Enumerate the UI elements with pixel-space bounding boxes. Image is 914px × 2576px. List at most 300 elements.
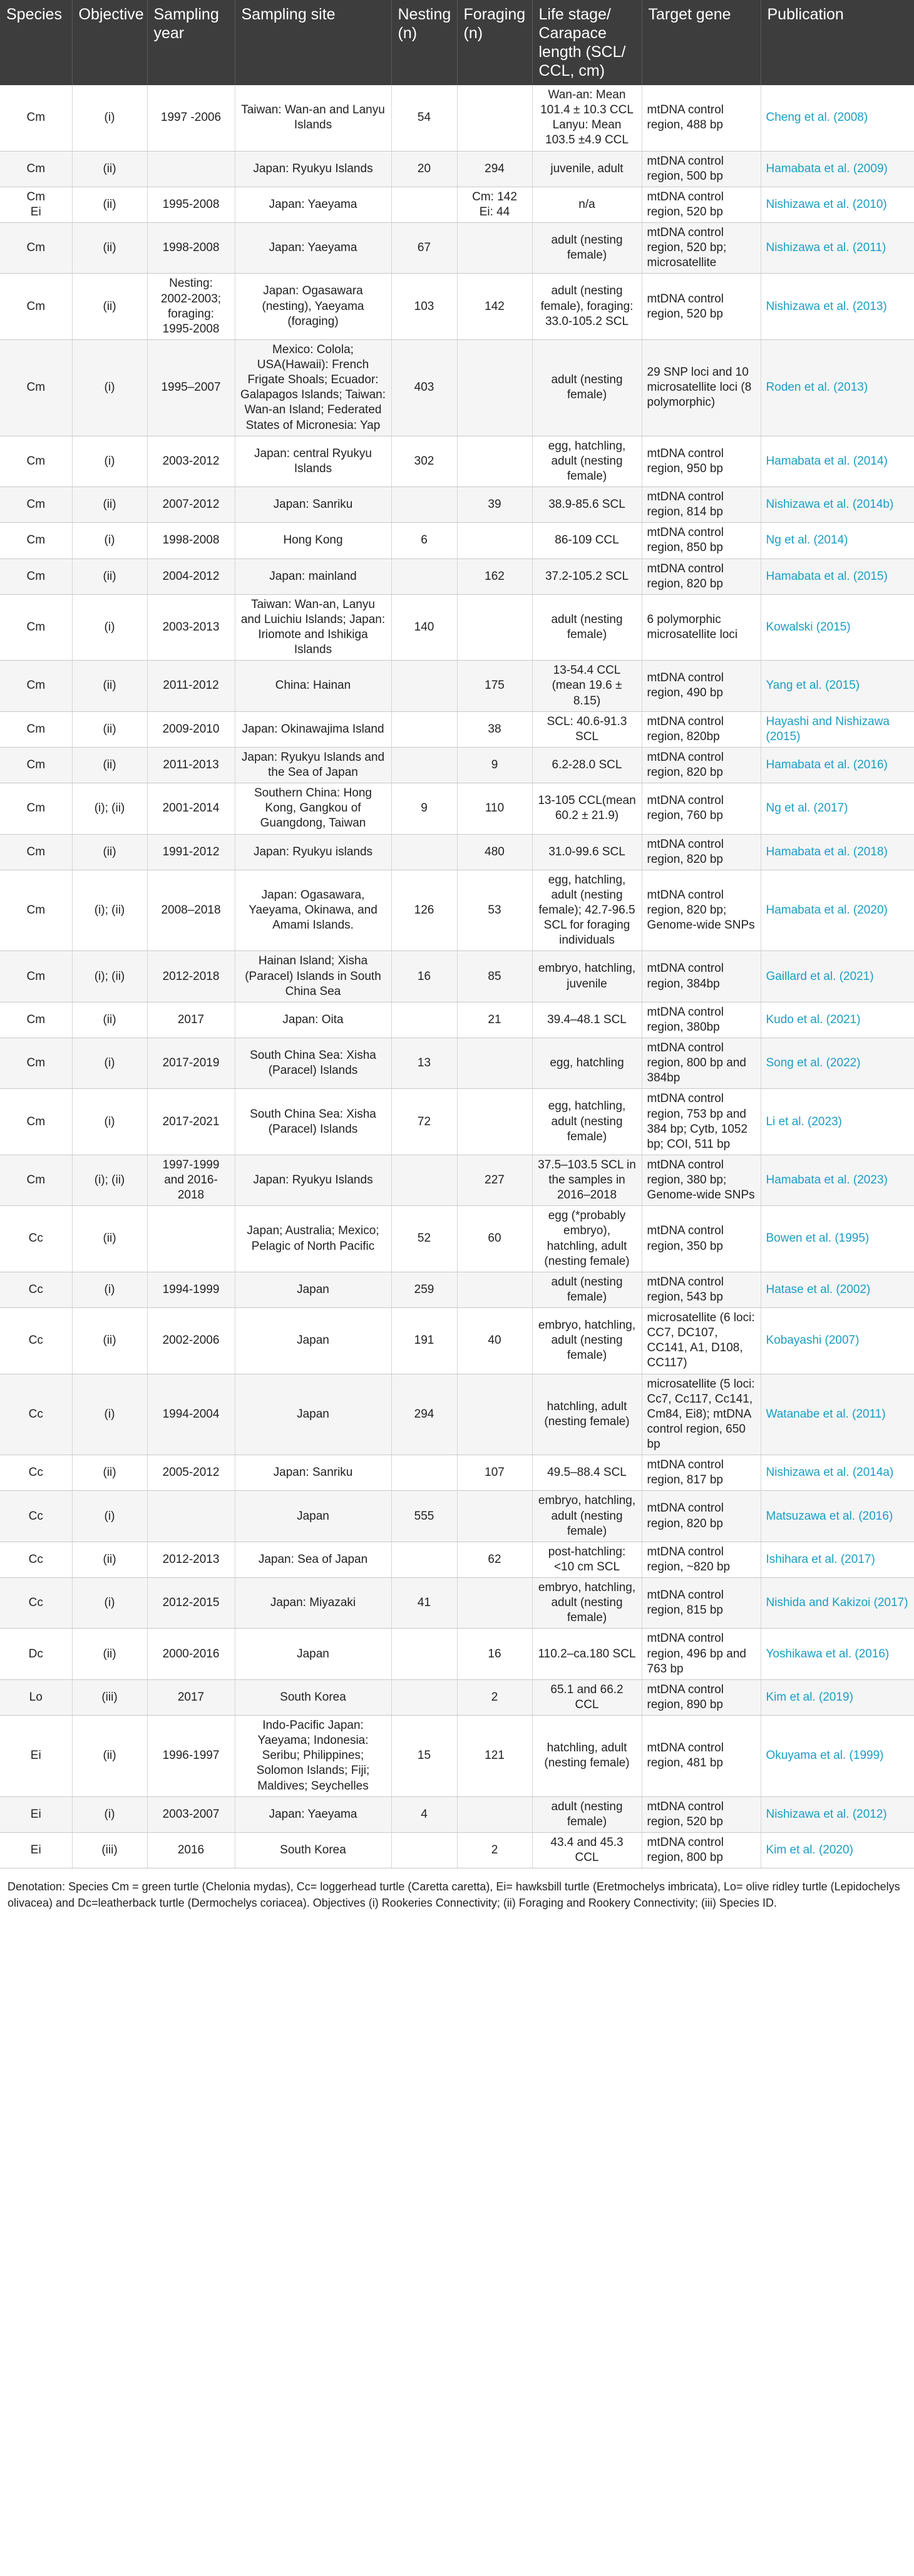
cell-target-gene: mtDNA control region, 490 bp <box>642 661 761 711</box>
cell-nesting: 403 <box>391 339 457 436</box>
cell-target-gene: mtDNA control region, 350 bp <box>642 1206 761 1272</box>
cell-species: Cm <box>0 951 72 1002</box>
cell-nesting: 67 <box>391 223 457 274</box>
cell-publication <box>761 223 914 274</box>
cell-nesting: 140 <box>391 594 457 661</box>
publication-link[interactable]: Hatase et al. (2002) <box>766 1282 871 1296</box>
cell-sampling-site: Japan <box>235 1272 391 1307</box>
cell-sampling-year: 1991-2012 <box>147 834 235 870</box>
cell-target-gene: mtDNA control region, 520 bp <box>642 187 761 222</box>
cell-objective: (i) <box>72 1272 147 1307</box>
cell-publication <box>761 1716 914 1797</box>
cell-species: Cm <box>0 783 72 834</box>
publication-link[interactable]: Kudo et al. (2021) <box>766 1012 861 1026</box>
cell-life-stage: hatchling, adult (nesting female) <box>532 1374 642 1455</box>
cell-objective: (i) <box>72 85 147 151</box>
publication-link[interactable]: Ng et al. (2017) <box>766 801 848 815</box>
publication-link[interactable]: Li et al. (2023) <box>766 1115 842 1128</box>
cell-objective: (ii) <box>72 187 147 222</box>
cell-foraging: 60 <box>457 1206 532 1272</box>
table-row <box>0 1578 914 1629</box>
cell-sampling-year <box>147 151 235 187</box>
cell-sampling-site: Japan: Ryukyu Islands <box>235 1155 391 1205</box>
cell-species: Cm <box>0 1089 72 1155</box>
cell-publication <box>761 1455 914 1491</box>
cell-sampling-year: 2012-2015 <box>147 1578 235 1629</box>
cell-objective: (ii) <box>72 274 147 340</box>
cell-publication <box>761 523 914 559</box>
cell-life-stage: 39.4–48.1 SCL <box>532 1002 642 1038</box>
table-row <box>0 85 914 151</box>
cell-nesting: 54 <box>391 85 457 151</box>
cell-nesting <box>391 661 457 711</box>
cell-foraging <box>457 339 532 436</box>
cell-sampling-site: Japan: Oita <box>235 1002 391 1038</box>
table-row <box>0 187 914 222</box>
cell-objective: (ii) <box>72 711 147 747</box>
cell-target-gene: mtDNA control region, 815 bp <box>642 1578 761 1629</box>
cell-target-gene: mtDNA control region, 820 bp <box>642 1491 761 1542</box>
header-publication: Publication <box>761 0 914 85</box>
cell-publication <box>761 1578 914 1629</box>
cell-sampling-year: 1998-2008 <box>147 223 235 274</box>
cell-life-stage: 86-109 CCL <box>532 523 642 559</box>
cell-publication <box>761 1038 914 1089</box>
cell-sampling-year: 2005-2012 <box>147 1455 235 1491</box>
cell-target-gene: mtDNA control region, 543 bp <box>642 1272 761 1307</box>
cell-target-gene: mtDNA control region, 753 bp and 384 bp; Cytb, 1052 bp; COI, 511 bp <box>642 1089 761 1155</box>
publication-link[interactable]: Nishizawa et al. (2013) <box>766 299 887 313</box>
cell-life-stage: 49.5–88.4 SCL <box>532 1455 642 1491</box>
cell-sampling-site: Japan <box>235 1629 391 1679</box>
cell-objective: (i); (ii) <box>72 951 147 1002</box>
cell-species: Cm <box>0 339 72 436</box>
cell-sampling-site: Japan <box>235 1491 391 1542</box>
cell-foraging <box>457 1089 532 1155</box>
cell-nesting: 41 <box>391 1578 457 1629</box>
cell-sampling-site: Japan: mainland <box>235 559 391 594</box>
cell-sampling-year: 1997-1999 and 2016-2018 <box>147 1155 235 1205</box>
publication-link[interactable]: Hamabata et al. (2023) <box>766 1173 888 1187</box>
cell-target-gene: mtDNA control region, 850 bp <box>642 523 761 559</box>
cell-sampling-year: 2017 <box>147 1002 235 1038</box>
cell-publication <box>761 339 914 436</box>
cell-foraging: 142 <box>457 274 532 340</box>
header-sampling-year: Sampling year <box>147 0 235 85</box>
cell-objective: (ii) <box>72 747 147 783</box>
table-row <box>0 783 914 834</box>
cell-target-gene: mtDNA control region, 520 bp <box>642 1796 761 1832</box>
cell-publication <box>761 274 914 340</box>
publication-link[interactable]: Bowen et al. (1995) <box>766 1232 870 1245</box>
publication-link[interactable]: Matsuzawa et al. (2016) <box>766 1509 893 1523</box>
cell-publication <box>761 559 914 594</box>
publication-link[interactable]: Nishida and Kakizoi (2017) <box>766 1596 908 1610</box>
publication-link[interactable]: Gaillard et al. (2021) <box>766 969 874 983</box>
publication-link[interactable]: Kim et al. (2019) <box>766 1690 853 1704</box>
table-row <box>0 661 914 711</box>
publication-link[interactable]: Roden et al. (2013) <box>766 381 868 394</box>
publication-link[interactable]: Hamabata et al. (2009) <box>766 162 888 175</box>
header-life-stage: Life stage/ Carapace length (SCL/ CCL, cm) <box>532 0 642 85</box>
cell-target-gene: mtDNA control region, 520 bp <box>642 274 761 340</box>
cell-species: Cm <box>0 151 72 187</box>
cell-foraging <box>457 1038 532 1089</box>
cell-life-stage: adult (nesting female) <box>532 1796 642 1832</box>
cell-species: Cm <box>0 661 72 711</box>
header-nesting: Nesting (n) <box>391 0 457 85</box>
cell-sampling-year: 2001-2014 <box>147 783 235 834</box>
cell-species: Cc <box>0 1542 72 1577</box>
cell-life-stage: 65.1 and 66.2 CCL <box>532 1679 642 1715</box>
cell-nesting: 9 <box>391 783 457 834</box>
cell-publication <box>761 1542 914 1577</box>
cell-sampling-site: Japan <box>235 1374 391 1455</box>
cell-target-gene: mtDNA control region, 481 bp <box>642 1716 761 1797</box>
cell-foraging: 40 <box>457 1308 532 1374</box>
cell-foraging <box>457 1374 532 1455</box>
cell-nesting: 6 <box>391 523 457 559</box>
cell-sampling-site: Japan: central Ryukyu Islands <box>235 436 391 487</box>
cell-life-stage: egg, hatchling <box>532 1038 642 1089</box>
publication-link[interactable]: Hamabata et al. (2015) <box>766 569 888 583</box>
cell-life-stage: 6.2-28.0 SCL <box>532 747 642 783</box>
publication-link[interactable]: Kowalski (2015) <box>766 620 851 634</box>
cell-sampling-year <box>147 1491 235 1542</box>
cell-nesting <box>391 1455 457 1491</box>
cell-sampling-year: 1995-2008 <box>147 187 235 222</box>
cell-sampling-year: 2000-2016 <box>147 1629 235 1679</box>
cell-target-gene: microsatellite (6 loci: CC7, DC107, CC141, A1, D108, CC117) <box>642 1308 761 1374</box>
cell-publication <box>761 783 914 834</box>
cell-sampling-year: 2017 <box>147 1679 235 1715</box>
table-row <box>0 1206 914 1272</box>
cell-sampling-site: Taiwan: Wan-an and Lanyu Islands <box>235 85 391 151</box>
cell-sampling-site: Japan: Miyazaki <box>235 1578 391 1629</box>
cell-objective: (iii) <box>72 1832 147 1868</box>
cell-sampling-site: South Korea <box>235 1832 391 1868</box>
table-row <box>0 523 914 559</box>
cell-target-gene: mtDNA control region, 814 bp <box>642 487 761 523</box>
cell-life-stage: 43.4 and 45.3 CCL <box>532 1832 642 1868</box>
cell-sampling-site: Japan: Sea of Japan <box>235 1542 391 1577</box>
cell-species: Ei <box>0 1832 72 1868</box>
cell-life-stage: SCL: 40.6-91.3 SCL <box>532 711 642 747</box>
publication-link[interactable]: Ishihara et al. (2017) <box>766 1552 875 1566</box>
publication-link[interactable]: Hayashi and Nishizawa (2015) <box>766 714 890 743</box>
cell-species: Cm <box>0 711 72 747</box>
cell-sampling-site: Japan: Ogasawara (nesting), Yaeyama (foraging) <box>235 274 391 340</box>
cell-target-gene: mtDNA control region, 820 bp <box>642 747 761 783</box>
cell-foraging <box>457 594 532 661</box>
cell-publication <box>761 1308 914 1374</box>
cell-sampling-year: 2002-2006 <box>147 1308 235 1374</box>
cell-nesting <box>391 559 457 594</box>
cell-sampling-year: Nesting: 2002-2003; foraging: 1995-2008 <box>147 274 235 340</box>
cell-objective: (i) <box>72 523 147 559</box>
table-row <box>0 1679 914 1715</box>
cell-sampling-year: 2009-2010 <box>147 711 235 747</box>
cell-foraging: 38 <box>457 711 532 747</box>
cell-sampling-site: Hong Kong <box>235 523 391 559</box>
cell-target-gene: mtDNA control region, 820 bp; Genome-wide SNPs <box>642 870 761 951</box>
cell-publication <box>761 151 914 187</box>
header-objective: Objective <box>72 0 147 85</box>
cell-target-gene: mtDNA control region, 520 bp; microsatellite <box>642 223 761 274</box>
cell-sampling-year <box>147 1206 235 1272</box>
cell-sampling-site: Taiwan: Wan-an, Lanyu and Luichiu Islands; Japan: Iriomote and Ishikiga Islands <box>235 594 391 661</box>
publication-link[interactable]: Kim et al. (2020) <box>766 1843 853 1857</box>
publication-link[interactable]: Nishizawa et al. (2011) <box>766 241 886 255</box>
cell-life-stage: 13-54.4 CCL (mean 19.6 ± 8.15) <box>532 661 642 711</box>
cell-foraging: 62 <box>457 1542 532 1577</box>
cell-target-gene: 6 polymorphic microsatellite loci <box>642 594 761 661</box>
cell-foraging <box>457 223 532 274</box>
cell-sampling-site: Mexico: Colola; USA(Hawaii): French Frigate Shoals; Ecuador: Galapagos Islands; Taiwan: Wan-an Island; Federated States of Micronesia: Yap <box>235 339 391 436</box>
cell-sampling-site: South China Sea: Xisha (Paracel) Islands <box>235 1089 391 1155</box>
cell-sampling-site: Japan <box>235 1308 391 1374</box>
cell-objective: (i) <box>72 1374 147 1455</box>
cell-foraging <box>457 1491 532 1542</box>
cell-sampling-year: 1997 -2006 <box>147 85 235 151</box>
publication-link[interactable]: Hamabata et al. (2016) <box>766 758 888 771</box>
cell-objective: (ii) <box>72 223 147 274</box>
table-row <box>0 151 914 187</box>
publication-link[interactable]: Okuyama et al. (1999) <box>766 1749 884 1763</box>
cell-sampling-site: Japan: Sanriku <box>235 1455 391 1491</box>
cell-target-gene: mtDNA control region, 890 bp <box>642 1679 761 1715</box>
cell-species: Cc <box>0 1455 72 1491</box>
cell-objective: (ii) <box>72 834 147 870</box>
cell-foraging: 85 <box>457 951 532 1002</box>
publication-link[interactable]: Yoshikawa et al. (2016) <box>766 1647 890 1661</box>
publication-link[interactable]: Watanabe et al. (2011) <box>766 1407 886 1421</box>
cell-sampling-year: 2016 <box>147 1832 235 1868</box>
table-row <box>0 436 914 487</box>
cell-nesting: 72 <box>391 1089 457 1155</box>
cell-life-stage: 13-105 CCL(mean 60.2 ± 21.9) <box>532 783 642 834</box>
cell-sampling-year: 1995–2007 <box>147 339 235 436</box>
table-header-row <box>0 0 914 85</box>
cell-foraging: 107 <box>457 1455 532 1491</box>
publication-link[interactable]: Kobayashi (2007) <box>766 1334 860 1347</box>
publication-link[interactable]: Nishizawa et al. (2014b) <box>766 498 894 512</box>
publication-link[interactable]: Hamabata et al. (2014) <box>766 454 888 468</box>
table-row <box>0 1832 914 1868</box>
cell-target-gene: mtDNA control region, 820bp <box>642 711 761 747</box>
cell-species: Cm <box>0 436 72 487</box>
cell-species: Cm <box>0 1002 72 1038</box>
publication-link[interactable]: Hamabata et al. (2020) <box>766 904 888 917</box>
cell-sampling-year: 2003-2012 <box>147 436 235 487</box>
cell-sampling-site: Japan: Ogasawara, Yaeyama, Okinawa, and Amami Islands. <box>235 870 391 951</box>
cell-species: Cm <box>0 487 72 523</box>
cell-life-stage: Wan-an: Mean 101.4 ± 10.3 CCL Lanyu: Mean 103.5 ±4.9 CCL <box>532 85 642 151</box>
cell-life-stage: embryo, hatchling, adult (nesting female) <box>532 1308 642 1374</box>
cell-species: Cm <box>0 1155 72 1205</box>
cell-nesting <box>391 1542 457 1577</box>
table-row <box>0 487 914 523</box>
cell-species: Cm <box>0 1038 72 1089</box>
cell-sampling-site: Japan: Yaeyama <box>235 187 391 222</box>
publication-link[interactable]: Hamabata et al. (2018) <box>766 845 888 858</box>
cell-nesting: 52 <box>391 1206 457 1272</box>
cell-life-stage: 110.2–ca.180 SCL <box>532 1629 642 1679</box>
cell-objective: (i) <box>72 436 147 487</box>
cell-publication <box>761 1089 914 1155</box>
cell-life-stage: embryo, hatchling, juvenile <box>532 951 642 1002</box>
cell-publication <box>761 487 914 523</box>
cell-nesting: 302 <box>391 436 457 487</box>
cell-sampling-site: Hainan Island; Xisha (Paracel) Islands in South China Sea <box>235 951 391 1002</box>
cell-sampling-year: 2011-2013 <box>147 747 235 783</box>
table-row <box>0 834 914 870</box>
cell-nesting <box>391 834 457 870</box>
cell-foraging <box>457 523 532 559</box>
cell-foraging <box>457 436 532 487</box>
cell-objective: (i) <box>72 1796 147 1832</box>
cell-foraging: 480 <box>457 834 532 870</box>
publication-link[interactable]: Cheng et al. (2008) <box>766 111 868 125</box>
cell-sampling-year: 2012-2013 <box>147 1542 235 1577</box>
table-row <box>0 1089 914 1155</box>
cell-life-stage: embryo, hatchling, adult (nesting female) <box>532 1578 642 1629</box>
cell-foraging <box>457 85 532 151</box>
cell-nesting: 15 <box>391 1716 457 1797</box>
cell-objective: (i) <box>72 1491 147 1542</box>
cell-sampling-year: 2017-2021 <box>147 1089 235 1155</box>
cell-objective: (i) <box>72 1578 147 1629</box>
table-row <box>0 1374 914 1455</box>
cell-target-gene: mtDNA control region, 488 bp <box>642 85 761 151</box>
cell-target-gene: mtDNA control region, 820 bp <box>642 834 761 870</box>
cell-publication <box>761 1629 914 1679</box>
cell-life-stage: adult (nesting female) <box>532 339 642 436</box>
cell-life-stage: post-hatchling: <10 cm SCL <box>532 1542 642 1577</box>
cell-target-gene: mtDNA control region, 500 bp <box>642 151 761 187</box>
table-row <box>0 870 914 951</box>
cell-life-stage: adult (nesting female), foraging: 33.0-105.2 SCL <box>532 274 642 340</box>
cell-objective: (ii) <box>72 1002 147 1038</box>
cell-nesting <box>391 187 457 222</box>
cell-foraging: 294 <box>457 151 532 187</box>
cell-foraging <box>457 1578 532 1629</box>
cell-sampling-site: Japan; Australia; Mexico; Pelagic of North Pacific <box>235 1206 391 1272</box>
cell-foraging: 227 <box>457 1155 532 1205</box>
table-row <box>0 223 914 274</box>
table-row <box>0 1796 914 1832</box>
cell-publication <box>761 1206 914 1272</box>
publication-link[interactable]: Nishizawa et al. (2010) <box>766 197 887 211</box>
cell-target-gene: mtDNA control region, 820 bp <box>642 559 761 594</box>
cell-publication <box>761 1002 914 1038</box>
table-row <box>0 339 914 436</box>
table-row <box>0 1455 914 1491</box>
cell-objective: (ii) <box>72 1716 147 1797</box>
cell-life-stage: adult (nesting female) <box>532 1272 642 1307</box>
cell-publication <box>761 436 914 487</box>
publication-link[interactable]: Song et al. (2022) <box>766 1056 861 1070</box>
cell-foraging <box>457 1796 532 1832</box>
cell-publication <box>761 870 914 951</box>
table-row <box>0 1629 914 1679</box>
cell-foraging: 16 <box>457 1629 532 1679</box>
cell-foraging: 9 <box>457 747 532 783</box>
cell-objective: (i) <box>72 594 147 661</box>
table-row <box>0 951 914 1002</box>
cell-publication <box>761 1491 914 1542</box>
cell-objective: (i); (ii) <box>72 783 147 834</box>
cell-objective: (i); (ii) <box>72 870 147 951</box>
cell-sampling-site: Japan: Yaeyama <box>235 223 391 274</box>
cell-objective: (ii) <box>72 1308 147 1374</box>
publication-link[interactable]: Yang et al. (2015) <box>766 679 860 693</box>
cell-foraging: Cm: 142 Ei: 44 <box>457 187 532 222</box>
cell-objective: (i) <box>72 1038 147 1089</box>
cell-foraging: 39 <box>457 487 532 523</box>
cell-sampling-year: 2017-2019 <box>147 1038 235 1089</box>
cell-sampling-year: 2007-2012 <box>147 487 235 523</box>
cell-sampling-year: 2003-2007 <box>147 1796 235 1832</box>
cell-target-gene: microsatellite (5 loci: Cc7, Cc117, Cc141, Cm84, Ei8); mtDNA control region, 650 bp <box>642 1374 761 1455</box>
cell-objective: (i) <box>72 1089 147 1155</box>
cell-nesting <box>391 711 457 747</box>
cell-objective: (iii) <box>72 1679 147 1715</box>
cell-sampling-site: South Korea <box>235 1679 391 1715</box>
cell-species: Cc <box>0 1578 72 1629</box>
cell-publication <box>761 1796 914 1832</box>
cell-foraging: 21 <box>457 1002 532 1038</box>
cell-life-stage: egg, hatchling, adult (nesting female); 42.7-96.5 SCL for foraging individuals <box>532 870 642 951</box>
table-row <box>0 1491 914 1542</box>
header-target-gene: Target gene <box>642 0 761 85</box>
header-sampling-site: Sampling site <box>235 0 391 85</box>
cell-nesting: 20 <box>391 151 457 187</box>
cell-species: Cm <box>0 747 72 783</box>
cell-sampling-site: Japan: Sanriku <box>235 487 391 523</box>
cell-sampling-site: Japan: Ryukyu islands <box>235 834 391 870</box>
table-row <box>0 1716 914 1797</box>
cell-sampling-site: Southern China: Hong Kong, Gangkou of Guangdong, Taiwan <box>235 783 391 834</box>
cell-foraging: 53 <box>457 870 532 951</box>
cell-publication <box>761 1679 914 1715</box>
cell-nesting <box>391 1629 457 1679</box>
table-row <box>0 747 914 783</box>
cell-publication <box>761 1155 914 1205</box>
cell-sampling-year: 1994-1999 <box>147 1272 235 1307</box>
cell-publication <box>761 1272 914 1307</box>
cell-species: Cm <box>0 834 72 870</box>
table-row <box>0 1542 914 1577</box>
cell-publication <box>761 951 914 1002</box>
cell-species: Cc <box>0 1374 72 1455</box>
cell-sampling-year: 1998-2008 <box>147 523 235 559</box>
cell-life-stage: embryo, hatchling, adult (nesting female) <box>532 1491 642 1542</box>
cell-target-gene: mtDNA control region, 817 bp <box>642 1455 761 1491</box>
publication-link[interactable]: Ng et al. (2014) <box>766 533 848 547</box>
cell-life-stage: 37.5–103.5 SCL in the samples in 2016–2018 <box>532 1155 642 1205</box>
cell-objective: (ii) <box>72 1206 147 1272</box>
cell-sampling-year: 1994-2004 <box>147 1374 235 1455</box>
publication-link[interactable]: Nishizawa et al. (2012) <box>766 1807 887 1821</box>
cell-target-gene: mtDNA control region, 800 bp <box>642 1832 761 1868</box>
cell-objective: (ii) <box>72 151 147 187</box>
cell-target-gene: mtDNA control region, 760 bp <box>642 783 761 834</box>
cell-nesting: 259 <box>391 1272 457 1307</box>
cell-nesting: 4 <box>391 1796 457 1832</box>
table-row <box>0 1272 914 1307</box>
publication-link[interactable]: Nishizawa et al. (2014a) <box>766 1466 894 1480</box>
